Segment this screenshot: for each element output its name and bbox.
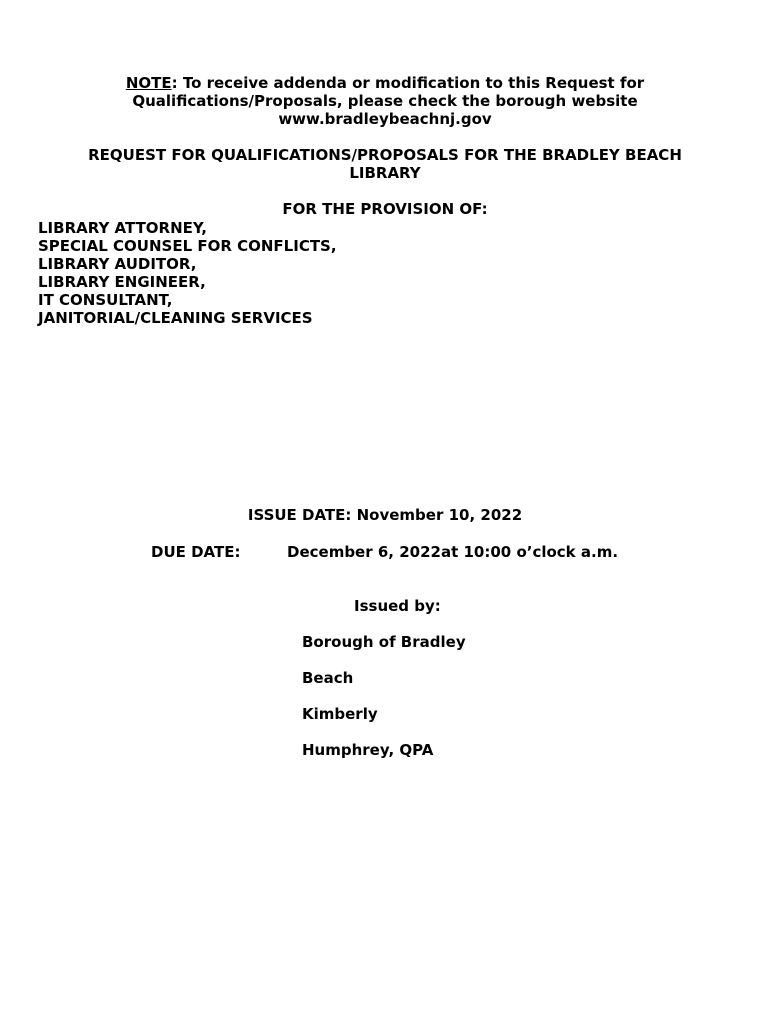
note-line-1	[0, 74, 770, 92]
service-item: IT CONSULTANT,	[38, 291, 173, 309]
service-item: LIBRARY AUDITOR,	[38, 255, 197, 273]
issuer-line: Beach	[302, 669, 354, 687]
issuer-line: Borough of Bradley	[302, 633, 466, 651]
request-title-line-2: LIBRARY	[349, 164, 421, 182]
note-line-2: Qualifications/Proposals, please check the borough website	[132, 92, 638, 110]
website-url: www.bradleybeachnj.gov	[278, 110, 492, 128]
service-item: SPECIAL COUNSEL FOR CONFLICTS,	[38, 237, 337, 255]
request-title-line-1: REQUEST FOR QUALIFICATIONS/PROPOSALS FOR THE BRADLEY BEACH	[88, 146, 682, 164]
due-date-label: DUE DATE:	[151, 543, 241, 561]
note-label: NOTE	[125, 74, 172, 92]
issue-date: ISSUE DATE: November 10, 2022	[247, 506, 523, 524]
service-item: LIBRARY ENGINEER,	[38, 273, 206, 291]
provision-heading: FOR THE PROVISION OF:	[282, 200, 488, 218]
notice-block	[0, 74, 770, 128]
issuer-line: Humphrey, QPA	[302, 741, 434, 759]
issued-by-label: Issued by:	[354, 597, 441, 615]
note-line-1-text: : To receive addenda or modification to this Request for	[171, 74, 645, 92]
services-list	[38, 219, 337, 327]
issuer-line: Kimberly	[302, 705, 378, 723]
due-date-value: December 6, 2022at 10:00 o’clock a.m.	[287, 543, 619, 561]
service-item: JANITORIAL/CLEANING SERVICES	[38, 309, 313, 327]
service-item: LIBRARY ATTORNEY,	[38, 219, 207, 237]
request-title	[0, 146, 770, 182]
